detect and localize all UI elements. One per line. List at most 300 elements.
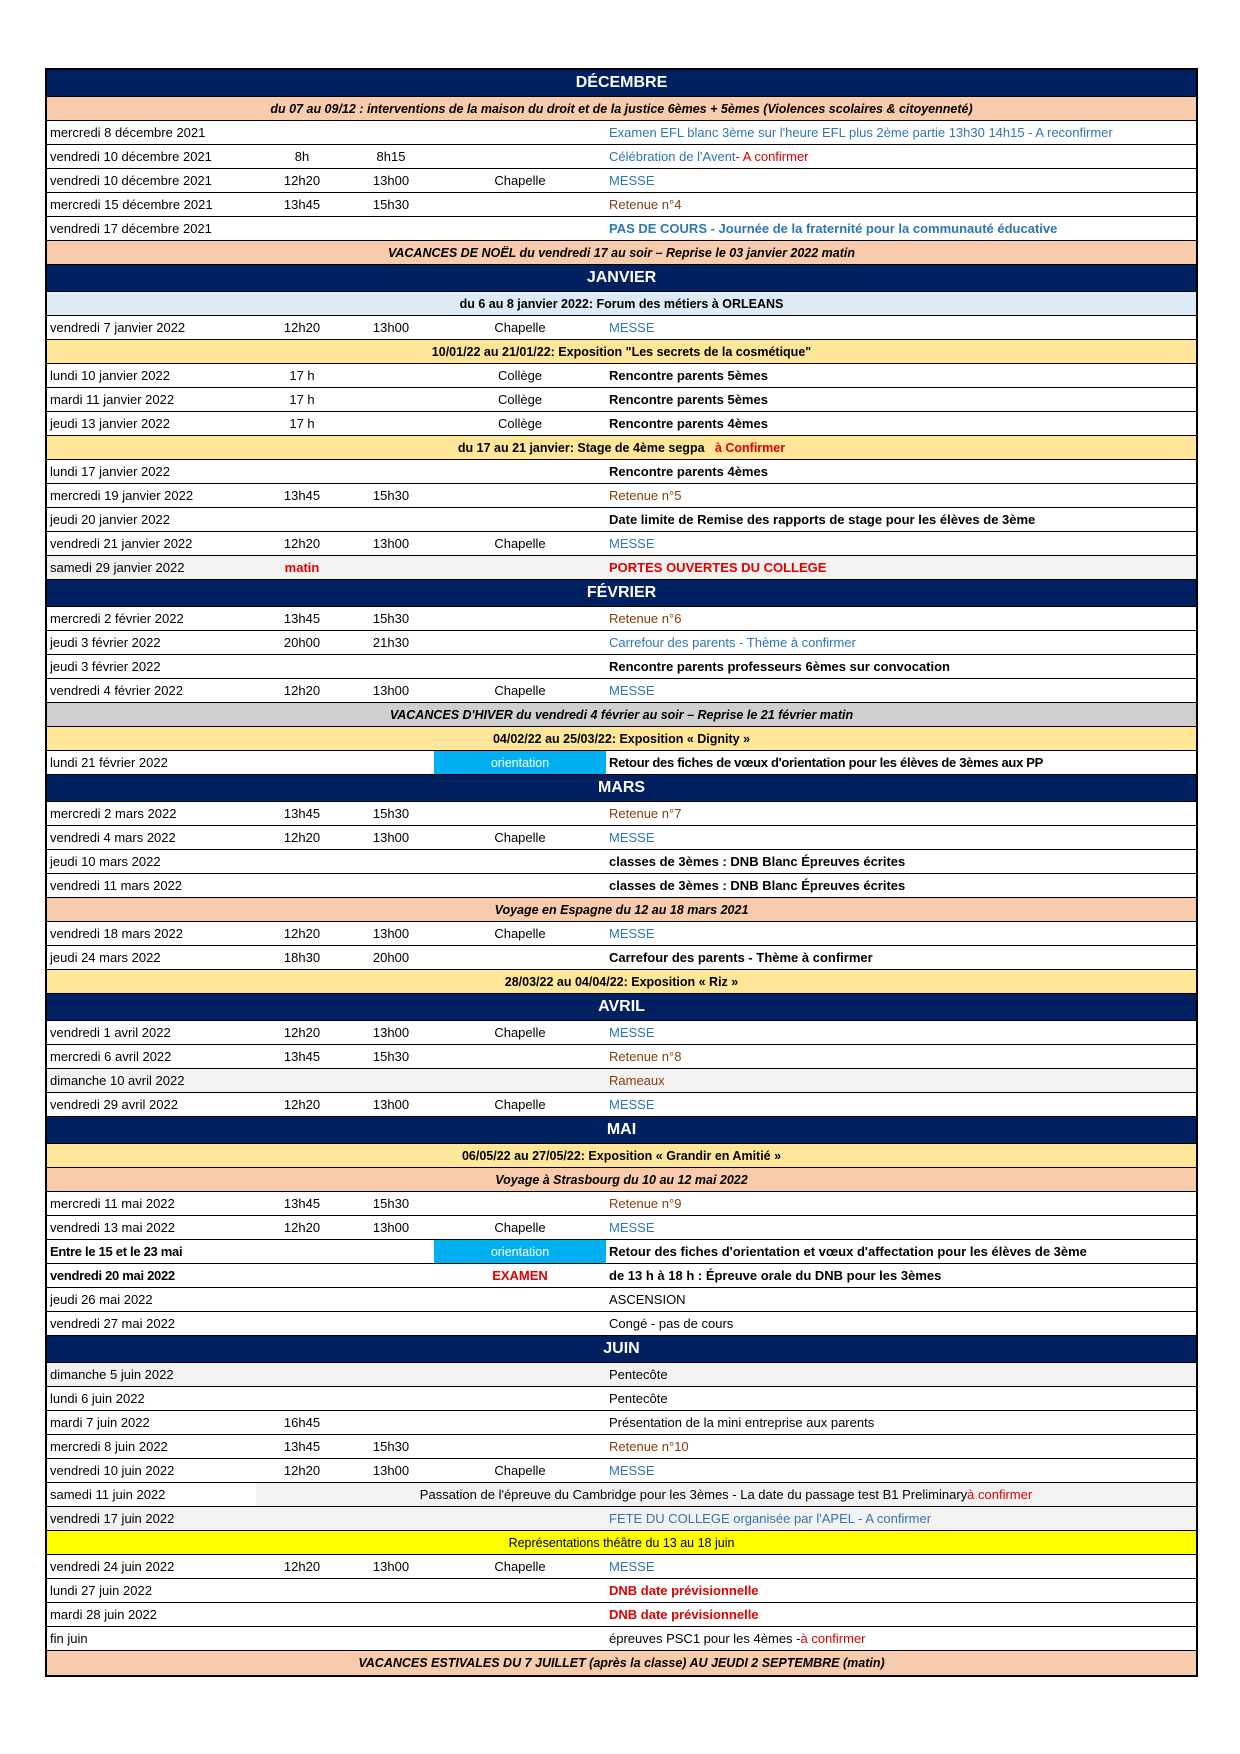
- calendar-row: [47, 412, 1196, 436]
- place-cell: [434, 460, 606, 483]
- banner-main: 10/01/22 au 21/01/22: Exposition "Les secrets de la cosmétique": [431, 344, 812, 359]
- start-time-cell: 13h45: [283, 806, 321, 821]
- start-time-cell: 12h20: [283, 1025, 321, 1040]
- date-cell: mercredi 19 janvier 2022: [50, 488, 194, 503]
- event-text: Date limite de Remise des rapports de stage pour les élèves de 3ème: [609, 512, 1036, 527]
- month-header: [47, 580, 1196, 607]
- date-cell: fin juin: [50, 1631, 88, 1646]
- place-cell: Collège: [497, 416, 543, 431]
- date-cell: vendredi 21 janvier 2022: [50, 536, 193, 551]
- event-cell: [606, 751, 1196, 774]
- banner-text: [47, 1536, 1196, 1550]
- end-time-cell: 15h30: [372, 488, 410, 503]
- calendar-row: [47, 1240, 1196, 1264]
- event-text: Rameaux: [609, 1073, 665, 1088]
- place-cell: [434, 1387, 606, 1410]
- banner-main: Voyage à Strasbourg du 10 au 12 mai 2022: [495, 1172, 748, 1187]
- end-time-cell: 21h30: [372, 635, 410, 650]
- calendar-row: [47, 1045, 1196, 1069]
- calendar-row: [47, 1435, 1196, 1459]
- event-cell: [606, 556, 1196, 579]
- calendar-row: [47, 679, 1196, 703]
- start-time-cell: [256, 1507, 348, 1530]
- banner-text: [47, 102, 1196, 116]
- start-time-cell: 12h20: [283, 926, 321, 941]
- calendar-row: [47, 607, 1196, 631]
- event-text: Retenue n°7: [609, 806, 682, 821]
- period-banner: [47, 340, 1196, 364]
- start-time-cell: [256, 1264, 348, 1287]
- start-time-cell: [256, 850, 348, 873]
- month-label: MAI: [606, 1121, 637, 1138]
- date-cell: vendredi 10 décembre 2021: [50, 149, 212, 164]
- place-cell: Chapelle: [494, 830, 546, 845]
- date-cell: vendredi 17 décembre 2021: [50, 221, 212, 236]
- event-text: Retour des fiches de vœux d'orientation pour les élèves de 3èmes aux PP: [609, 755, 1044, 770]
- banner-text: [47, 1149, 1196, 1163]
- month-label: JUIN: [603, 1340, 640, 1357]
- start-time-cell: 17 h: [289, 392, 315, 407]
- event-cell: [606, 121, 1196, 144]
- start-time-cell: [256, 121, 348, 144]
- period-banner: [47, 1531, 1196, 1555]
- calendar-row: [47, 217, 1196, 241]
- event-cell: [606, 1240, 1196, 1263]
- event-text: MESSE: [609, 536, 655, 551]
- event-cell: [606, 1288, 1196, 1311]
- place-cell: Chapelle: [494, 1220, 546, 1235]
- date-cell: lundi 6 juin 2022: [50, 1391, 145, 1406]
- date-cell: jeudi 26 mai 2022: [50, 1292, 153, 1307]
- banner-text: [47, 246, 1196, 260]
- calendar-row: [47, 508, 1196, 532]
- event-cell: [606, 679, 1196, 702]
- end-time-cell: 15h30: [372, 611, 410, 626]
- banner-text: [47, 345, 1196, 359]
- end-time-cell: 8h15: [376, 149, 406, 164]
- calendar-row: [47, 1069, 1196, 1093]
- calendar-row: [47, 145, 1196, 169]
- start-time-cell: 12h20: [283, 173, 321, 188]
- end-time-cell: 15h30: [372, 806, 410, 821]
- event-cell: [606, 850, 1196, 873]
- calendar-row: [47, 1216, 1196, 1240]
- event-text: MESSE: [609, 683, 655, 698]
- start-time-cell: 13h45: [283, 197, 321, 212]
- calendar-row: [47, 631, 1196, 655]
- date-cell: vendredi 13 mai 2022: [50, 1220, 176, 1235]
- calendar-row: [47, 1555, 1196, 1579]
- start-time-cell: [256, 508, 348, 531]
- event-cell: [606, 169, 1196, 192]
- event-cell: [606, 1021, 1196, 1044]
- start-time-cell: 12h20: [283, 1097, 321, 1112]
- place-cell: [434, 1192, 606, 1215]
- event-text: MESSE: [609, 1559, 655, 1574]
- end-time-cell: [348, 388, 434, 411]
- event-cell: [606, 1363, 1196, 1386]
- event-text: Rencontre parents 4èmes: [609, 416, 768, 431]
- event-cell: [606, 1579, 1196, 1602]
- place-cell: [434, 508, 606, 531]
- event-cell: [606, 460, 1196, 483]
- calendar-row: [47, 1411, 1196, 1435]
- event-text: Rencontre parents 5èmes: [609, 392, 768, 407]
- month-header: [47, 265, 1196, 292]
- month-label: MARS: [597, 779, 646, 796]
- end-time-cell: 13h00: [372, 1220, 410, 1235]
- date-cell: vendredi 7 janvier 2022: [50, 320, 186, 335]
- calendar-row: [47, 460, 1196, 484]
- place-cell: Chapelle: [494, 1097, 546, 1112]
- date-cell: vendredi 1 avril 2022: [50, 1025, 171, 1040]
- event-cell: [606, 1312, 1196, 1335]
- event-text: Retenue n°5: [609, 488, 682, 503]
- event-text: classes de 3èmes : DNB Blanc Épreuves écrites: [609, 878, 906, 893]
- month-label: DÉCEMBRE: [575, 74, 668, 91]
- date-cell: jeudi 24 mars 2022: [50, 950, 161, 965]
- date-cell: dimanche 5 juin 2022: [50, 1367, 174, 1382]
- event-text: Pentecôte: [609, 1367, 668, 1382]
- end-time-cell: 13h00: [372, 1025, 410, 1040]
- event-text: FETE DU COLLEGE organisée par l'APEL - A confirmer: [609, 1511, 932, 1526]
- banner-text: [47, 732, 1196, 746]
- event-text: Retenue n°4: [609, 197, 682, 212]
- calendar-row: [47, 751, 1196, 775]
- event-text: DNB date prévisionnelle: [609, 1583, 759, 1598]
- event-cell: [606, 508, 1196, 531]
- event-text: Présentation de la mini entreprise aux parents: [609, 1415, 875, 1430]
- period-banner: [47, 436, 1196, 460]
- place-cell: Chapelle: [494, 320, 546, 335]
- calendar-row: [47, 1627, 1196, 1651]
- calendar-row: [47, 802, 1196, 826]
- banner-main: VACANCES ESTIVALES DU 7 JUILLET (après la classe) AU JEUDI 2 SEPTEMBRE (matin): [358, 1656, 885, 1670]
- start-time-cell: 18h30: [283, 950, 321, 965]
- start-time-cell: 13h45: [283, 488, 321, 503]
- start-time-cell: [256, 217, 348, 240]
- end-time-cell: [348, 364, 434, 387]
- date-cell: jeudi 3 février 2022: [50, 659, 161, 674]
- banner-main: 28/03/22 au 04/04/22: Exposition « Riz »: [504, 974, 739, 989]
- place-cell: [434, 1411, 606, 1434]
- calendar-row: [47, 922, 1196, 946]
- end-time-cell: [348, 751, 434, 774]
- event-text: de 13 h à 18 h : Épreuve orale du DNB pour les 3èmes: [609, 1268, 942, 1283]
- start-time-cell: 12h20: [283, 830, 321, 845]
- end-time-cell: 13h00: [372, 1097, 410, 1112]
- end-time-cell: [348, 1387, 434, 1410]
- event-text: PAS DE COURS - Journée de la fraternité pour la communauté éducative: [609, 221, 1058, 236]
- end-time-cell: 13h00: [372, 173, 410, 188]
- place-cell: [434, 121, 606, 144]
- orientation-badge: orientation: [434, 1240, 606, 1263]
- calendar-row: [47, 655, 1196, 679]
- event-text: Congé - pas de cours: [609, 1316, 734, 1331]
- date-cell: vendredi 4 février 2022: [50, 683, 183, 698]
- period-banner: [47, 1651, 1196, 1675]
- place-cell: Chapelle: [494, 1025, 546, 1040]
- place-cell: Chapelle: [494, 1463, 546, 1478]
- calendar-row: [47, 364, 1196, 388]
- event-cell: [606, 1459, 1196, 1482]
- banner-main: Voyage en Espagne du 12 au 18 mars 2021: [494, 902, 749, 917]
- start-time-cell: 12h20: [283, 320, 321, 335]
- start-time-cell: [256, 1069, 348, 1092]
- end-time-cell: [348, 556, 434, 579]
- calendar-row: [47, 1192, 1196, 1216]
- event-text: DNB date prévisionnelle: [609, 1607, 759, 1622]
- event-text: MESSE: [609, 1025, 655, 1040]
- end-time-cell: 13h00: [372, 320, 410, 335]
- date-cell: mercredi 15 décembre 2021: [50, 197, 213, 212]
- event-text: Examen EFL blanc 3ème sur l'heure EFL plus 2ème partie 13h30 14h15 - A reconfirmer: [609, 125, 1113, 140]
- event-text: Rencontre parents 4èmes: [609, 464, 768, 479]
- event-cell: [606, 1603, 1196, 1626]
- event-text: Retenue n°10: [609, 1439, 689, 1454]
- calendar-row: [47, 850, 1196, 874]
- month-label: FÉVRIER: [586, 584, 657, 601]
- place-cell: [434, 655, 606, 678]
- end-time-cell: 15h30: [372, 1196, 410, 1211]
- end-time-cell: [348, 655, 434, 678]
- start-time-cell: 16h45: [283, 1415, 321, 1430]
- calendar-row: [47, 1021, 1196, 1045]
- date-cell: mercredi 2 février 2022: [50, 611, 184, 626]
- event-text: Pentecôte: [609, 1391, 668, 1406]
- event-text: Retenue n°6: [609, 611, 682, 626]
- end-time-cell: 13h00: [372, 536, 410, 551]
- event-cell: [606, 217, 1196, 240]
- event-cell: [606, 922, 1196, 945]
- start-time-cell: [256, 751, 348, 774]
- event-text: MESSE: [609, 1463, 655, 1478]
- start-time-cell: [256, 1627, 348, 1650]
- banner-main: VACANCES D'HIVER du vendredi 4 février au soir – Reprise le 21 février matin: [389, 707, 854, 722]
- calendar-row: [47, 388, 1196, 412]
- place-cell: Chapelle: [494, 173, 546, 188]
- date-cell: lundi 10 janvier 2022: [50, 368, 170, 383]
- event-text: Retenue n°8: [609, 1049, 682, 1064]
- event-cell: [606, 316, 1196, 339]
- banner-main: 06/05/22 au 27/05/22: Exposition « Grandir en Amitié »: [461, 1148, 782, 1163]
- period-banner: [47, 970, 1196, 994]
- start-time-cell: [256, 1288, 348, 1311]
- calendar-row: [47, 946, 1196, 970]
- event-text: Retour des fiches d'orientation et vœux d'affectation pour les élèves de 3ème: [609, 1244, 1087, 1259]
- date-cell: lundi 21 février 2022: [50, 755, 168, 770]
- end-time-cell: [348, 1603, 434, 1626]
- start-time-cell: 17 h: [289, 416, 315, 431]
- end-time-cell: [348, 1312, 434, 1335]
- place-cell: [434, 193, 606, 216]
- start-time-cell: 8h: [294, 149, 310, 164]
- place-cell: [434, 1312, 606, 1335]
- banner-text: [47, 297, 1196, 311]
- end-time-cell: [348, 412, 434, 435]
- place-cell: [434, 1435, 606, 1458]
- start-time-cell: 12h20: [283, 1463, 321, 1478]
- calendar-row: [47, 121, 1196, 145]
- event-cell: [606, 946, 1196, 969]
- place-cell: [434, 484, 606, 507]
- month-label: JANVIER: [586, 269, 657, 286]
- date-cell: vendredi 10 juin 2022: [50, 1463, 175, 1478]
- event-text: MESSE: [609, 926, 655, 941]
- event-cell: [606, 874, 1196, 897]
- end-time-cell: [348, 1627, 434, 1650]
- place-cell: [434, 874, 606, 897]
- period-banner: [47, 1168, 1196, 1192]
- end-time-cell: [348, 1411, 434, 1434]
- start-time-cell: matin: [284, 560, 320, 575]
- place-cell: [434, 802, 606, 825]
- end-time-cell: [348, 217, 434, 240]
- banner-text: [47, 708, 1196, 722]
- calendar-row: [47, 1363, 1196, 1387]
- end-time-cell: 20h00: [372, 950, 410, 965]
- period-banner: [47, 703, 1196, 727]
- event-cell: [606, 193, 1196, 216]
- start-time-cell: 20h00: [283, 635, 321, 650]
- banner-main: du 07 au 09/12 : interventions de la maison du droit et de la justice 6èmes + 5èmes (Violences scolaires & citoyenneté): [270, 101, 973, 116]
- calendar-row: [47, 1483, 1196, 1507]
- event-cell: [606, 1435, 1196, 1458]
- event-text: Retenue n°9: [609, 1196, 682, 1211]
- place-cell: Collège: [497, 368, 543, 383]
- date-cell: mardi 11 janvier 2022: [50, 392, 175, 407]
- start-time-cell: [256, 1363, 348, 1386]
- calendar-row: [47, 1459, 1196, 1483]
- date-cell: vendredi 10 décembre 2021: [50, 173, 212, 188]
- event-cell: [606, 631, 1196, 654]
- place-cell: Chapelle: [494, 683, 546, 698]
- end-time-cell: 13h00: [372, 830, 410, 845]
- end-time-cell: 13h00: [372, 683, 410, 698]
- event-text: Rencontre parents professeurs 6èmes sur convocation: [609, 659, 951, 674]
- place-cell: [434, 1288, 606, 1311]
- banner-text: [47, 1173, 1196, 1187]
- event-cell: [606, 1555, 1196, 1578]
- banner-main: VACANCES DE NOËL du vendredi 17 au soir – Reprise le 03 janvier 2022 matin: [387, 245, 856, 260]
- school-calendar-table: [45, 68, 1198, 1677]
- end-time-cell: 15h30: [372, 1049, 410, 1064]
- event-cell: [606, 1627, 1196, 1650]
- event-text: épreuves PSC1 pour les 4èmes -: [609, 1631, 801, 1646]
- banner-main: Représentations théâtre du 13 au 18 juin: [508, 1535, 735, 1550]
- period-banner: [47, 241, 1196, 265]
- event-text: MESSE: [609, 173, 655, 188]
- date-cell: vendredi 4 mars 2022: [50, 830, 176, 845]
- event-cell: [606, 1411, 1196, 1434]
- orientation-badge: orientation: [434, 751, 606, 774]
- start-time-cell: [256, 874, 348, 897]
- start-time-cell: 13h45: [283, 1196, 321, 1211]
- banner-text: [47, 441, 1196, 455]
- period-banner: [47, 97, 1196, 121]
- end-time-cell: [348, 508, 434, 531]
- calendar-row: [47, 532, 1196, 556]
- start-time-cell: 12h20: [283, 536, 321, 551]
- event-text: MESSE: [609, 320, 655, 335]
- date-cell: vendredi 29 avril 2022: [50, 1097, 178, 1112]
- date-cell: jeudi 3 février 2022: [50, 635, 161, 650]
- event-cell: [606, 1192, 1196, 1215]
- banner-main: du 17 au 21 janvier: Stage de 4ème segpa: [457, 440, 705, 455]
- place-cell: [434, 1507, 606, 1530]
- calendar-row: [47, 1093, 1196, 1117]
- end-time-cell: [348, 1069, 434, 1092]
- date-cell: jeudi 20 janvier 2022: [50, 512, 170, 527]
- start-time-cell: 13h45: [283, 1049, 321, 1064]
- calendar-row: [47, 874, 1196, 898]
- start-time-cell: [256, 655, 348, 678]
- date-cell: jeudi 10 mars 2022: [50, 854, 161, 869]
- month-header: [47, 1336, 1196, 1363]
- period-banner: [47, 727, 1196, 751]
- month-header: [47, 994, 1196, 1021]
- event-cell: [606, 1264, 1196, 1287]
- banner-main: du 6 au 8 janvier 2022: Forum des métiers à ORLEANS: [459, 296, 784, 311]
- event-text: Passation de l'épreuve du Cambridge pour les 3èmes - La date du passage test B1 Preliminary: [419, 1487, 968, 1502]
- end-time-cell: 13h00: [372, 1559, 410, 1574]
- date-cell: dimanche 10 avril 2022: [50, 1073, 185, 1088]
- end-time-cell: [348, 460, 434, 483]
- event-cell: [606, 145, 1196, 168]
- start-time-cell: 13h45: [283, 611, 321, 626]
- event-text: ASCENSION: [609, 1292, 686, 1307]
- start-time-cell: [256, 1579, 348, 1602]
- place-cell: Collège: [497, 392, 543, 407]
- place-cell: [434, 1069, 606, 1092]
- event-cell: [606, 607, 1196, 630]
- end-time-cell: 15h30: [372, 197, 410, 212]
- event-cell: [606, 1093, 1196, 1116]
- place-cell: [434, 1363, 606, 1386]
- calendar-row: [47, 316, 1196, 340]
- event-cell: [606, 484, 1196, 507]
- date-cell: mardi 7 juin 2022: [50, 1415, 150, 1430]
- banner-main: 04/02/22 au 25/03/22: Exposition « Dignity »: [492, 731, 751, 746]
- start-time-cell: 12h20: [283, 683, 321, 698]
- start-time-cell: [256, 1387, 348, 1410]
- date-cell: vendredi 27 mai 2022: [50, 1316, 176, 1331]
- place-cell: [434, 145, 606, 168]
- start-time-cell: 13h45: [283, 1439, 321, 1454]
- end-time-cell: [348, 121, 434, 144]
- date-cell: mardi 28 juin 2022: [50, 1607, 157, 1622]
- end-time-cell: [348, 1240, 434, 1263]
- date-cell: lundi 27 juin 2022: [50, 1583, 152, 1598]
- event-text: classes de 3èmes : DNB Blanc Épreuves écrites: [609, 854, 906, 869]
- end-time-cell: 15h30: [372, 1439, 410, 1454]
- event-text: Carrefour des parents - Thème à confirmer: [609, 950, 873, 965]
- end-time-cell: [348, 1579, 434, 1602]
- event-cell: [606, 1045, 1196, 1068]
- event-text: à confirmer: [800, 1631, 866, 1646]
- month-header: [47, 775, 1196, 802]
- date-cell: jeudi 13 janvier 2022: [50, 416, 170, 431]
- event-cell: [606, 412, 1196, 435]
- event-cell: [606, 1069, 1196, 1092]
- date-cell: vendredi 11 mars 2022: [50, 878, 183, 893]
- calendar-row: [47, 556, 1196, 580]
- calendar-row: [47, 1387, 1196, 1411]
- event-cell: [606, 364, 1196, 387]
- banner-text: [47, 903, 1196, 917]
- start-time-cell: 12h20: [283, 1559, 321, 1574]
- place-cell: Chapelle: [494, 536, 546, 551]
